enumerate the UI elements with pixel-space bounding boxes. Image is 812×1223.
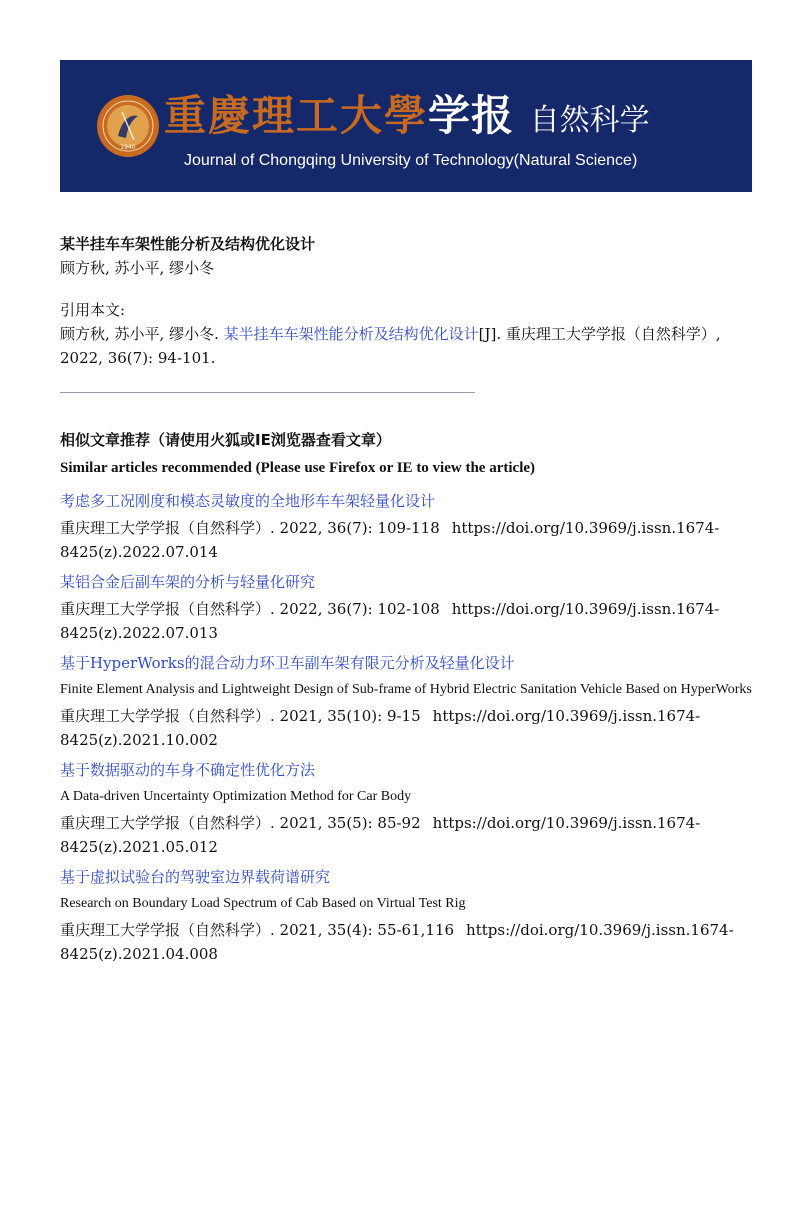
similar-article-source: 重庆理工大学学报（自然科学）. 2021, 35(4): 55-61,116 https://doi.org/10.3969/j.issn.1674-8425(z).2021.04.008 [60,921,734,963]
similar-article-1 [60,490,755,564]
similar-article-3 [60,652,755,752]
similar-article-list [60,490,755,966]
similar-heading-cn: 相似文章推荐（请使用火狐或IE浏览器查看文章） [60,431,391,449]
citation-text [60,322,755,370]
citation-authors: 顾方秋, 苏小平, 缪小冬. [60,325,219,343]
similar-article-source: 重庆理工大学学报（自然科学）. 2022, 36(7): 109-118 https://doi.org/10.3969/j.issn.1674-8425(z).2022.07.014 [60,519,720,561]
similar-article-source: 重庆理工大学学报（自然科学）. 2021, 35(10): 9-15 https://doi.org/10.3969/j.issn.1674-8425(z).2021.10.002 [60,707,701,749]
journal-english-name: Journal of Chongqing University of Technology(Natural Science) [184,152,638,169]
similar-article-title-link[interactable]: 基于数据驱动的车身不确定性优化方法 [60,761,316,779]
journal-banner [60,60,752,192]
similar-article-source: 重庆理工大学学报（自然科学）. 2021, 35(5): 85-92 https://doi.org/10.3969/j.issn.1674-8425(z).2021.05.012 [60,814,701,856]
university-name: 重慶理工大學 [164,91,429,140]
similar-article-english-title: Research on Boundary Load Spectrum of Cab Based on Virtual Test Rig [60,896,466,911]
section-divider [60,392,475,393]
similar-article-doi: https://doi.org/10.3969/j.issn.1674-8425(z).2022.07.013 [60,600,720,642]
seal-year: 1940 [120,144,136,151]
citation-title-link[interactable]: 某半挂车车架性能分析及结构优化设计 [223,325,479,343]
similar-article-doi: https://doi.org/10.3969/j.issn.1674-8425(z).2022.07.014 [60,519,720,561]
journal-word: 学报 [428,91,515,140]
similar-article-doi: https://doi.org/10.3969/j.issn.1674-8425(z).2021.10.002 [60,707,701,749]
natural-science-label: 自然科学 [529,103,650,138]
similar-article-title-link[interactable]: 基于虚拟试验台的驾驶室边界载荷谱研究 [60,868,331,886]
similar-article-doi: https://doi.org/10.3969/j.issn.1674-8425(z).2021.05.012 [60,814,701,856]
similar-article-doi: https://doi.org/10.3969/j.issn.1674-8425(z).2021.04.008 [60,921,734,963]
similar-article-5 [60,866,755,966]
similar-article-english-title: Finite Element Analysis and Lightweight Design of Sub-frame of Hybrid Electric Sanitation Vehicle Based on HyperWorks [60,682,752,697]
similar-article-4 [60,759,755,859]
journal-title [164,90,650,147]
page-content [60,232,755,973]
article-title: 某半挂车车架性能分析及结构优化设计 [60,235,316,253]
citation-details: [J]. 重庆理工大学学报（自然科学）, 2022, 36(7): 94-101. [60,325,721,367]
similar-article-2 [60,571,755,645]
university-seal-icon [96,94,160,158]
similar-article-title-link[interactable]: 基于HyperWorks的混合动力环卫车副车架有限元分析及轻量化设计 [60,654,515,672]
citation-label: 引用本文: [60,301,126,319]
similar-article-title-link[interactable]: 某铝合金后副车架的分析与轻量化研究 [60,573,316,591]
article-authors: 顾方秋, 苏小平, 缪小冬 [60,259,215,277]
similar-article-english-title: A Data-driven Uncertainty Optimization Method for Car Body [60,789,412,804]
similar-article-source: 重庆理工大学学报（自然科学）. 2022, 36(7): 102-108 https://doi.org/10.3969/j.issn.1674-8425(z).2022.07.013 [60,600,720,642]
similar-heading-en: Similar articles recommended (Please use Firefox or IE to view the article) [60,460,536,476]
similar-article-title-link[interactable]: 考虑多工况刚度和模态灵敏度的全地形车车架轻量化设计 [60,492,436,510]
